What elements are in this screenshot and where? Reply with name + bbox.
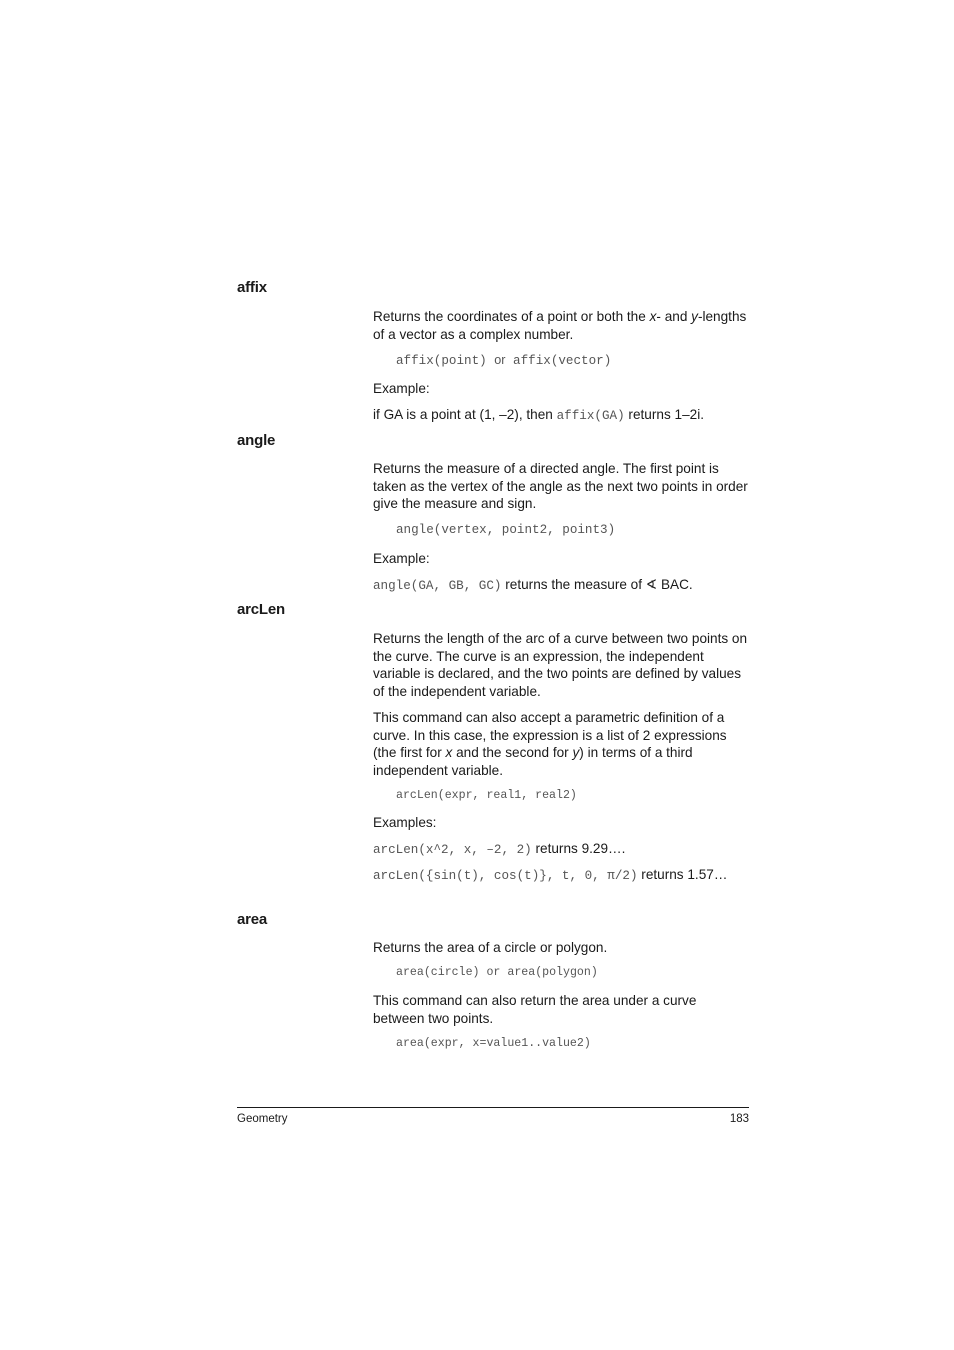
- arclen-example-2: arcLen({sin(t), cos(t)}, t, 0, π/2) returns 1.57…: [373, 867, 728, 883]
- area-description: Returns the area of a circle or polygon.: [373, 940, 608, 955]
- arclen-example-1: arcLen(x^2, x, –2, 2) returns 9.29….: [373, 841, 626, 857]
- affix-example-label: Example:: [373, 381, 430, 396]
- arclen-syntax: arcLen(expr, real1, real2): [396, 789, 577, 802]
- affix-example: if GA is a point at (1, –2), then affix(GA) returns 1–2i.: [373, 407, 704, 423]
- area-syntax-2: area(expr, x=value1..value2): [396, 1037, 591, 1050]
- arclen-parametric-description: This command can also accept a parametric definition of a curve. In this case, the expression is a list of 2 expressions (the first for x and the second for y) in terms of a third independent variable.: [373, 710, 727, 778]
- heading-area: area: [237, 911, 268, 928]
- footer-rule: [237, 1107, 749, 1108]
- angle-example: angle(GA, GB, GC) returns the measure of ∢ BAC.: [373, 577, 693, 593]
- heading-affix: affix: [237, 279, 267, 296]
- area-syntax-1: area(circle) or area(polygon): [396, 966, 598, 979]
- footer-section-title: Geometry: [237, 1113, 288, 1125]
- area-curve-description: This command can also return the area under a curve between two points.: [373, 993, 697, 1026]
- affix-syntax: affix(point) or affix(vector): [396, 353, 612, 368]
- arclen-description: Returns the length of the arc of a curve between two points on the curve. The curve is an expression, the independent variable is declared, and the two points are defined by values of the independent variable.: [373, 631, 748, 699]
- heading-angle: angle: [237, 432, 276, 449]
- affix-description: Returns the coordinates of a point or both the x- and y-lengths of a vector as a complex number.: [373, 309, 747, 342]
- arclen-examples-label: Examples:: [373, 815, 437, 830]
- angle-description: Returns the measure of a directed angle. The first point is taken as the vertex of the angle as the next two points in order give the measure and sign.: [373, 461, 748, 512]
- angle-syntax: angle(vertex, point2, point3): [396, 523, 616, 537]
- page-number: 183: [729, 1113, 749, 1125]
- heading-arclen: arcLen: [237, 601, 285, 618]
- angle-example-label: Example:: [373, 551, 430, 566]
